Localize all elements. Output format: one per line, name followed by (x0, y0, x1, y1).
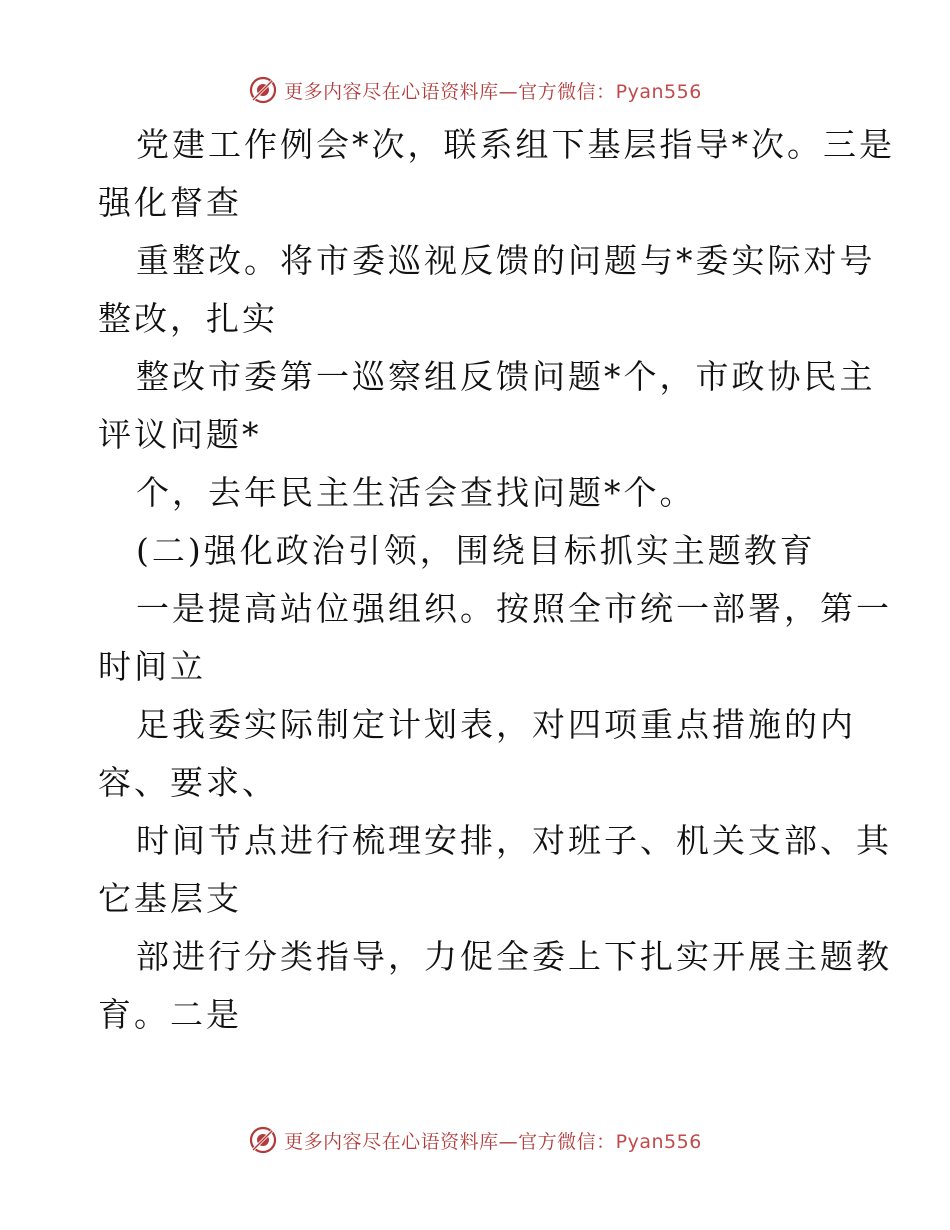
watermark-label: 更多内容尽在心语资料库—官方微信： (284, 1130, 616, 1153)
logo-icon (248, 1125, 278, 1155)
footer-watermark (0, 1120, 950, 1160)
header-watermark (0, 70, 950, 110)
watermark-text (284, 77, 702, 104)
section-heading: (二)强化政治引领，围绕目标抓实主题教育 (136, 531, 816, 570)
paragraph-line: 强化督查 (98, 183, 242, 222)
watermark-wechat-id: Pyan556 (615, 80, 702, 103)
watermark-text (284, 1127, 702, 1154)
logo-icon (248, 75, 278, 105)
paragraph-line: 党建工作例会*次，联系组下基层指导*次。三是 (136, 125, 895, 164)
paragraph-line: 容、要求、 (98, 763, 278, 802)
document-body (98, 116, 895, 1044)
paragraph-line: 育。二是 (98, 995, 242, 1034)
paragraph-line: 时间节点进行梳理安排，对班子、机关支部、其 (136, 821, 892, 860)
paragraph-line: 整改，扎实 (98, 299, 278, 338)
paragraph-line: 部进行分类指导，力促全委上下扎实开展主题教 (136, 937, 892, 976)
paragraph-line: 重整改。将市委巡视反馈的问题与*委实际对号 (136, 241, 876, 280)
paragraph-line: 整改市委第一巡察组反馈问题*个，市政协民主 (136, 357, 876, 396)
paragraph-line: 个，去年民主生活会查找问题*个。 (136, 473, 696, 512)
paragraph-line: 时间立 (98, 647, 206, 686)
watermark-wechat-id: Pyan556 (615, 1130, 702, 1153)
paragraph-line: 评议问题* (98, 415, 262, 454)
paragraph-line: 它基层支 (98, 879, 242, 918)
paragraph-line: 一是提高站位强组织。按照全市统一部署，第一 (136, 589, 892, 628)
paragraph-line: 足我委实际制定计划表，对四项重点措施的内 (136, 705, 856, 744)
watermark-label: 更多内容尽在心语资料库—官方微信： (284, 80, 616, 103)
